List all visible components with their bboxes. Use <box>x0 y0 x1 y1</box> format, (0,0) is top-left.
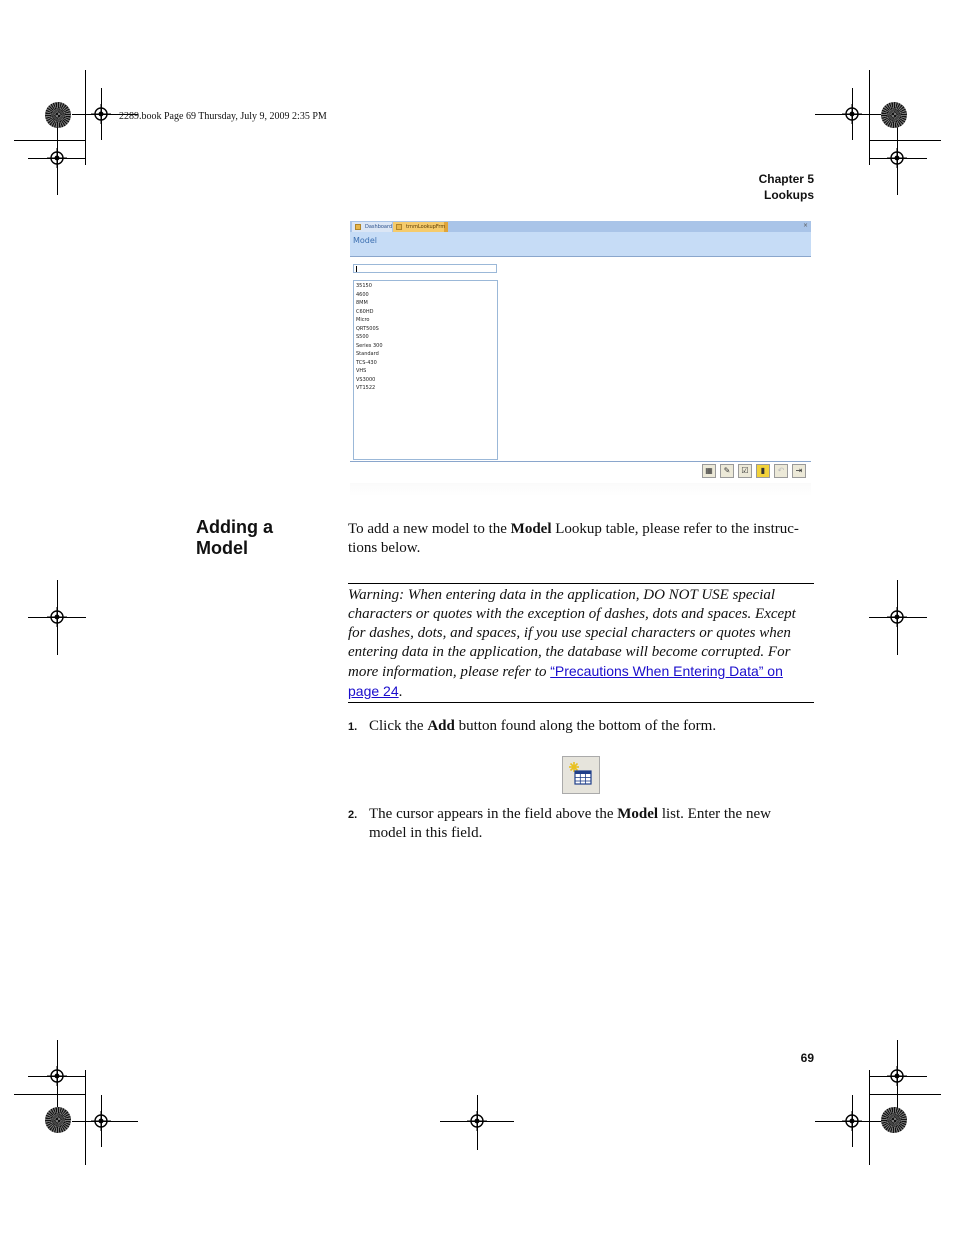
registration-target-icon <box>887 148 907 168</box>
model-input[interactable] <box>353 264 497 273</box>
registration-target-icon <box>887 1066 907 1086</box>
registration-target-icon <box>467 1111 487 1131</box>
screenshot-fade <box>350 483 811 496</box>
form-icon <box>355 224 361 230</box>
intro-paragraph <box>348 520 818 558</box>
step-text-part: model in this field. <box>369 825 483 841</box>
form-title: Model <box>353 236 378 245</box>
section-heading-line: Model <box>196 538 248 558</box>
registration-target-icon <box>842 104 862 124</box>
chapter-title: Lookups <box>764 188 814 202</box>
form-header <box>350 232 811 257</box>
step-text-part: The cursor appears in the field above the <box>369 806 618 822</box>
warning-end: . <box>398 684 403 700</box>
step-number: 1. <box>348 721 358 733</box>
precautions-link-page[interactable]: page 24 <box>348 683 399 699</box>
warning-block <box>348 586 818 702</box>
list-item[interactable]: Series 300 <box>356 342 383 349</box>
registration-target-icon <box>47 607 67 627</box>
registration-target-icon <box>47 1066 67 1086</box>
warning-line: more information, please refer to <box>348 664 551 680</box>
list-item[interactable]: TCS-430 <box>356 359 377 366</box>
tab-label: trnmLookupFrm <box>406 224 446 230</box>
tab-lookup-form[interactable] <box>393 222 448 232</box>
running-header: 2289.book Page 69 Thursday, July 9, 2009 2:35 PM <box>119 111 327 122</box>
save-icon[interactable]: ☑ <box>738 464 752 478</box>
exit-icon[interactable]: ⇥ <box>792 464 806 478</box>
lookup-form-screenshot <box>350 221 811 496</box>
add-record-icon <box>563 757 599 793</box>
step-text <box>369 717 819 736</box>
list-item[interactable]: 4600 <box>356 291 369 298</box>
step-bold: Add <box>427 718 455 734</box>
precautions-link[interactable]: “Precautions When Entering Data” on <box>550 663 783 679</box>
list-item[interactable]: C60HD <box>356 308 374 315</box>
intro-text: tions below. <box>348 540 421 556</box>
text-cursor <box>356 266 357 272</box>
form-icon <box>396 224 402 230</box>
list-item[interactable]: Micro <box>356 317 370 323</box>
print-rosette-icon <box>881 1107 907 1133</box>
list-item[interactable]: VHS <box>356 368 367 374</box>
step-text-part: list. Enter the new <box>658 806 771 822</box>
step-text-part: button found along the bottom of the form. <box>454 718 717 734</box>
list-item[interactable]: 35150 <box>356 283 372 289</box>
list-item[interactable]: VS3000 <box>356 376 376 383</box>
warning-line: entering data in the application, the database will become corrupted. For <box>348 644 791 660</box>
warning-line: characters or quotes with the exception of dashes, dots and spaces. Except <box>348 606 796 622</box>
warning-bottom-rule <box>348 702 814 703</box>
add-icon[interactable]: ▦ <box>702 464 716 478</box>
intro-text: To add a new model to the <box>348 521 511 537</box>
section-heading <box>196 517 273 559</box>
registration-target-icon <box>91 1111 111 1131</box>
chapter-number: Chapter 5 <box>758 172 814 186</box>
tab-label: Dashboard <box>365 224 393 230</box>
step-bold: Model <box>617 806 659 822</box>
registration-target-icon <box>842 1111 862 1131</box>
list-item[interactable]: S500 <box>356 334 369 340</box>
tab-dashboard[interactable] <box>352 222 392 232</box>
step-number: 2. <box>348 809 358 821</box>
model-list[interactable] <box>353 280 498 460</box>
warning-line: for dashes, dots, and spaces, if you use special characters or quotes when <box>348 625 791 641</box>
intro-text: Lookup table, please refer to the instruc- <box>551 521 799 537</box>
section-heading-line: Adding a <box>196 517 273 537</box>
page-number: 69 <box>800 1051 814 1065</box>
list-item[interactable]: 8MM <box>356 300 368 306</box>
registration-target-icon <box>887 607 907 627</box>
undo-icon[interactable]: ↶ <box>774 464 788 478</box>
warning-line: Warning: When entering data in the application, DO NOT USE special <box>348 587 776 603</box>
warning-top-rule <box>348 583 814 584</box>
form-footer-divider <box>350 461 811 462</box>
registration-target-icon <box>47 148 67 168</box>
add-button[interactable] <box>562 756 600 794</box>
close-icon[interactable]: × <box>802 222 808 229</box>
delete-icon[interactable]: ▮ <box>756 464 770 478</box>
step-text-part: Click the <box>369 718 428 734</box>
list-item[interactable]: Standard <box>356 351 379 357</box>
print-rosette-icon <box>45 1107 71 1133</box>
list-item[interactable]: QRT500S <box>356 325 379 332</box>
step-text <box>369 805 819 843</box>
print-rosette-icon <box>45 102 71 128</box>
list-item[interactable]: VT1522 <box>356 385 376 391</box>
tab-bar <box>350 221 811 232</box>
edit-icon[interactable]: ✎ <box>720 464 734 478</box>
intro-bold: Model <box>510 521 552 537</box>
registration-target-icon <box>91 104 111 124</box>
print-rosette-icon <box>881 102 907 128</box>
